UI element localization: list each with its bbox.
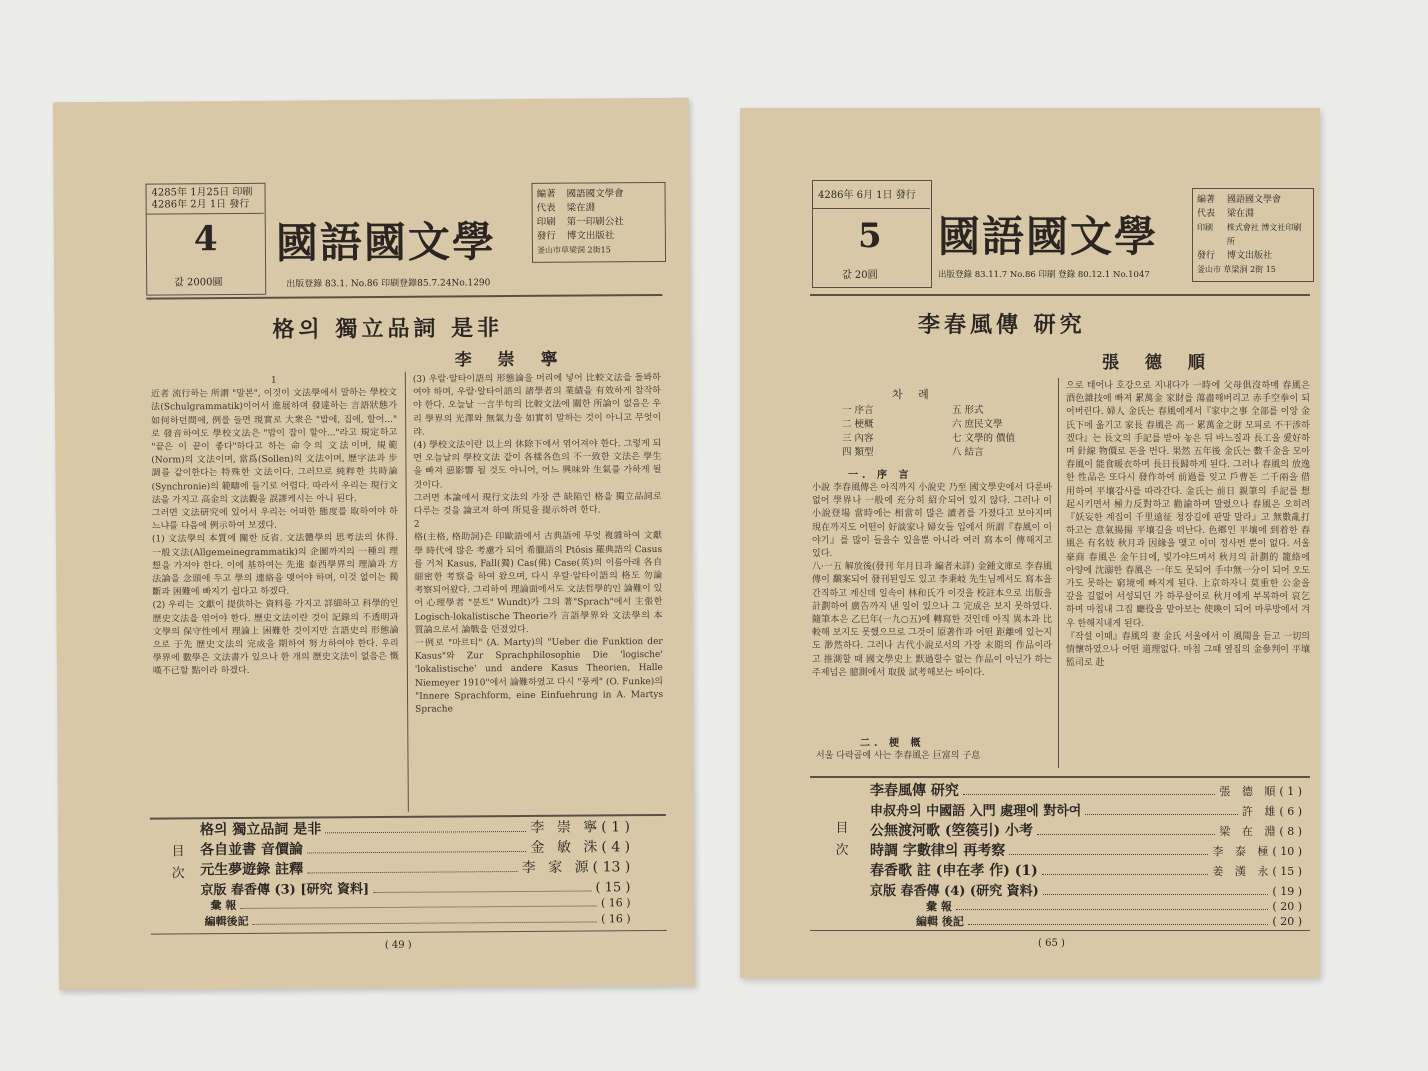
issue-date-print: 4285年 1月25日 印刷: [151, 186, 253, 199]
article-column-left: 小說 李春風傳은 아직까지 小說史 乃至 國文學史에서 다룬바 없어 學界나 一般에 充分히 紹介되어 있지 않다. 그러나 이 小說登場 當時에는 相當히 많은 讀者를 가졌다고 보아지며 現在까지도 어떤이 好談家나 婦女들 입에서 所謂『春風이 이야기』를 많이 들을수 있을뿐 아니라 여러 寫本이 傳해지고 있다. 八·一五 解放後(發刊 年月日과 編者未詳) 金鍾文庫로 李春風傳이 飜案되어 發刊된일도 있고 李秉岐 先生님께서도 寫本을 간직하고 계신데 일속이 林和氏가 이것을 校註本으로 出版을 計劃하여 廣告까지 낸 일이 있으나 그 完成은 보지 못하였다. 隨筆本은 乙巳年(一九○五)에 轉寫한 것인데 아직 異本과 比較해 보지도 못했으므로 그것이 原著作과 어떤 距離에 있는지도 渺然하다. 그러나 古代小說로서의 가장 末期의 作品이라고 推測할 때 國文學史上 默過할수 없는 作品이 아닌가 하는 주제넘은 臆測에서 取扱 試考해보는 바이다.: [812, 483, 1052, 678]
issue-number: 4: [193, 219, 218, 260]
publisher-box: 編著 國語國文學會 代表 梁在淵 印刷 株式會社 博文社印刷所 發行 博文出版社 釜山市 草梁洞 2街 15: [1192, 188, 1314, 282]
toc-row[interactable]: 彙 報 ( 16 ): [210, 896, 631, 913]
section-heading-summary: 二. 梗 概: [860, 738, 925, 749]
publisher-box: 編著 國語國文學會 代表 梁在淵 印刷 第一印刷公社 發行 博文出版社 釜山市草梁洞 2街15: [531, 182, 666, 263]
toc-row[interactable]: 編輯後記 ( 16 ): [204, 912, 631, 929]
article-author: 李 崇 寧: [454, 349, 568, 371]
page-number: ( 65 ): [1038, 938, 1065, 949]
contents-heading: 차 례: [892, 388, 935, 401]
toc-row[interactable]: 各自並書 音價論 金 敏 洙 ( 4 ): [200, 839, 631, 859]
article-author: 張 德 順: [1102, 353, 1215, 373]
article-column-left-tail: 서울 다락골에 사는 李春風은 巨富의 子息: [816, 751, 981, 761]
journal-title: 國語國文學: [275, 217, 497, 268]
article-title: 格의 獨立品詞 是非: [272, 315, 504, 343]
toc-row[interactable]: 京版 春香傳 (4) (研究 資料) ( 19 ): [870, 884, 1302, 899]
article-title: 李春風傳 研究: [918, 312, 1086, 338]
price: 값 20圓: [842, 270, 878, 281]
article-column-right: (3) 우랄·알타이語의 形態論을 머리에 넣어 比較文法을 돌봐하여야 하며, 우랄·알타이語의 諸學者의 業績을 有效하게 참작하야 한다. 오늘날 一言半句의 比較文法에 關한 所論이 없음은 우리 學界의 光澤와 無氣力을 如實히 말하는 것이 아니고 무엇이랴. (4) 學校文法이란 以上의 休除下에서 엮어져야 한다. 그렇게 되면 오늘날의 學校文法 같이 各樣各色의 不一致한 文法은 學生을 빠져 惡影響 될 것도 아니어, 어느 興味와 生氣를 가하게 될 것이다. 그러면 本論에서 現行文法의 가장 큰 缺陷인 格을 獨立品詞로 다루는 것을 論코져 하여 所見을 提示하려 한다. 2 格(主格, 格助詞)은 印歐語에서 古典語에 무엇 複雜하여 文獻學 時代에 많은 考慮가 되어 希臘語의 Ptōsis 羅典語의 Casus를 거처 Kasus, Fall(獨) Cas(佛) Case(英)의 이름아래 各自細密한 考察을 하여 왔으며, 다시 우랄·알타이語의 格도 勿論 考察되어왔다. 그리하여 理論面에서도 文法哲學的인 論難이 있어 心理學者 "분트" Wundt)가 그의 著"Sprach"에서 主張한 Logisch-lokalistische Theorie가 言語學界와 文法學의 本質論으로서 論戰을 던졌었다. 一例로 "마르티" (A. Marty)의 "Ueber die Funktion der Kasus"와 Zur Sprachphilosophie Die 'logische' 'lokalistische' und andere Kasus Theorien, Halle Niemeyer 1910"에서 論難하였고 다시 "풍케" (O. Funke)의 "Innere Sprachform, eine Einfuehrung in A. Martys Sprache: [412, 372, 666, 715]
toc-row[interactable]: 元生夢遊錄 註釋 李 家 源 ( 13 ): [200, 859, 631, 879]
journal-title: 國語國文學: [938, 212, 1159, 261]
toc-row[interactable]: 李春風傳 研究 張 德 順 ( 1 ): [870, 783, 1302, 799]
issue-number: 5: [858, 216, 882, 256]
toc-row[interactable]: 申叔舟의 中國語 入門 處理에 對하여 許 雄 ( 6 ): [870, 804, 1302, 819]
journal-page-left: [53, 98, 695, 990]
toc-row[interactable]: 彙 報 ( 20 ): [926, 900, 1302, 913]
issue-date-publish: 4286年 2月 1日 發行: [151, 198, 250, 211]
toc-row[interactable]: 京版 春香傳 (3) [研究 資料] ( 15 ): [200, 880, 631, 899]
journal-page-right: [740, 108, 1320, 978]
article-column-right: 으로 태어나 호강으로 지내다가 一時에 父母俱沒하매 春風은 酒色雜技에 빠져 累萬金 家財를 蕩盡해버리고 赤手空拳이 되어버린다. 婦人 金氏는 春風에게서『家中之事 全部를 이앙 金氏下에 옮기고 家長 春風은 高一 累萬金之財 모피로 不干涉하겠다』는 長文의 手記를 받아 놓은 뒤 바느질과 長工을 愛好하며 針線 物價로 돈을 번다. 果然 五年後 金氏는 數千金을 모아 春風이 能食暖衣하며 長日長歸하게 된다. 그러나 春風의 放逸한 性品은 또다시 發作하여 前過를 잊고 戶曹돈 二千兩을 借用하여 平壤감사를 따라간다. 金氏는 前日 親筆의 手記를 想起시키면서 極力反對하고 勸諭하며 말렸으나 春風은 오히려『妖妄한 계집이 千里遠征 청장길에 판말 말라』고 無數亂打하고는 意氣揚揚 平壤길을 떠난다. 色鄕인 平壤에 到着한 春風은 有名妓 秋月과 因緣을 맺고 이미 정사번 뿐이 없다. 서울 豪商 春風은 金午日에, 빛가야드며서 秋月의 計劃的 籠絡에 아양에 沈溺한 春風은 一年도 못되어 手中無一分이 되어 오도가도 못하는 窮境에 빠지게 된다. 上京하자니 莫重한 公金을 갚을 길없어 서성되던 가 하루살이로 秋月에게 부복하여 哀乞하며 마침내 그집 廳役을 맡아보는 使喚이 되어 마루방에서 겨우 한해지내게 된다. 『작설 이때』春風의 妻 金氏 서울에서 이 風聞을 듣고 一切의 情懷하였으나 어떤 道理없다. 마침 그때 옆집의 金參判이 平壤監司로 赴: [1066, 381, 1310, 669]
section-heading-intro: 一. 序 言: [848, 470, 913, 481]
toc-row[interactable]: 公無渡河歌 (箜篌引) 小考 梁 在 淵 ( 8 ): [870, 823, 1302, 839]
toc-label: 目 次: [171, 844, 185, 882]
toc-label: 目 次: [835, 821, 849, 858]
contents-list: 一 序言 五 形式 二 梗概 六 庶民文學 三 內容 七 文學的 價值 四 類型 八 結言: [842, 405, 1016, 458]
toc-row[interactable]: 格의 獨立品詞 是非 李 崇 寧 ( 1 ): [199, 819, 631, 839]
toc-row[interactable]: 編輯 後記 ( 20 ): [916, 915, 1302, 928]
issue-date-publish: 4286年 6月 1日 發行: [818, 190, 916, 201]
registration-info: 出版登錄 83.11.7 No.86 印刷 登錄 80.12.1 No.1047: [938, 270, 1150, 280]
price: 값 2000圓: [174, 277, 223, 289]
article-column-left: 1 近者 流行하는 所謂 "말본", 이것이 文法學에서 말하는 學校文法(Schulgrammatik)이어서 進展하며 發達하는 言語狀態가 如何하던間에, 例를 들면 現實로 大衆은 "밥에, 집에, 할어..." 로 發音하여도 學校文法은 "밥이 잡이 할아..."라고 規定하고 "끝은 이 끝이 좋다"하다고 하는 命令의 文法이며, 規範(Norm)의 文法이며, 當爲(Sollen)의 文法이며, 歷字法과 步調를 같이한다는 特殊한 文法이다. 그러므로 純粹한 共時論(Synchronie)의 範疇에 들기로 어렵다. 따라서 우리는 現行文法을 가지고 高金의 文法觀을 誤謬케시는 아니 된다. 그러면 文法研究에 있어서 우리는 어떠한 態度를 取하여야 하느냐를 다음에 例示하여 보겠다. (1) 文法學의 本質에 關한 反省. 文法體學의 思考法의 休得. 一般文法(Allgemeinegrammatik)의 企圖까지의 一種의 理想을 가져야 한다. 이에 基하여는 先進 泰西學界의 理論과 方法論을 念頭에 두고 學의 連絡을 맺어야 하며, 이것 없이는 獨斷과 困難에 빠지기 쉽다고 하겠다. (2) 우리는 文獻이 提供하는 資料를 가지고 詳細하고 科學的인 歷史文法을 엮어야 한다. 歷史文法이란 것이 記錄의 不透明과 文學의 保守性에서 理論上 困難한 것이지만 言語史의 形態論으로 于先 歷史文法의 完成을 期하여 努力하여야 한다. 우리 學界에 數學은 文法書가 있으나 한 개의 歷史文法이 없음은 慨嘆不已할 點이라 하겠다.: [150, 375, 402, 678]
page-number: ( 49 ): [384, 939, 412, 951]
registration-info: 出版登錄 83.1. No.86 印刷登錄85.7.24No.1290: [286, 278, 491, 290]
toc-row[interactable]: 時調 字數律의 再考察 李 泰 極 ( 10 ): [870, 843, 1302, 859]
toc-row[interactable]: 春香歌 註 (申在孝 作) (1) 姜 漢 永 ( 15 ): [870, 863, 1302, 879]
